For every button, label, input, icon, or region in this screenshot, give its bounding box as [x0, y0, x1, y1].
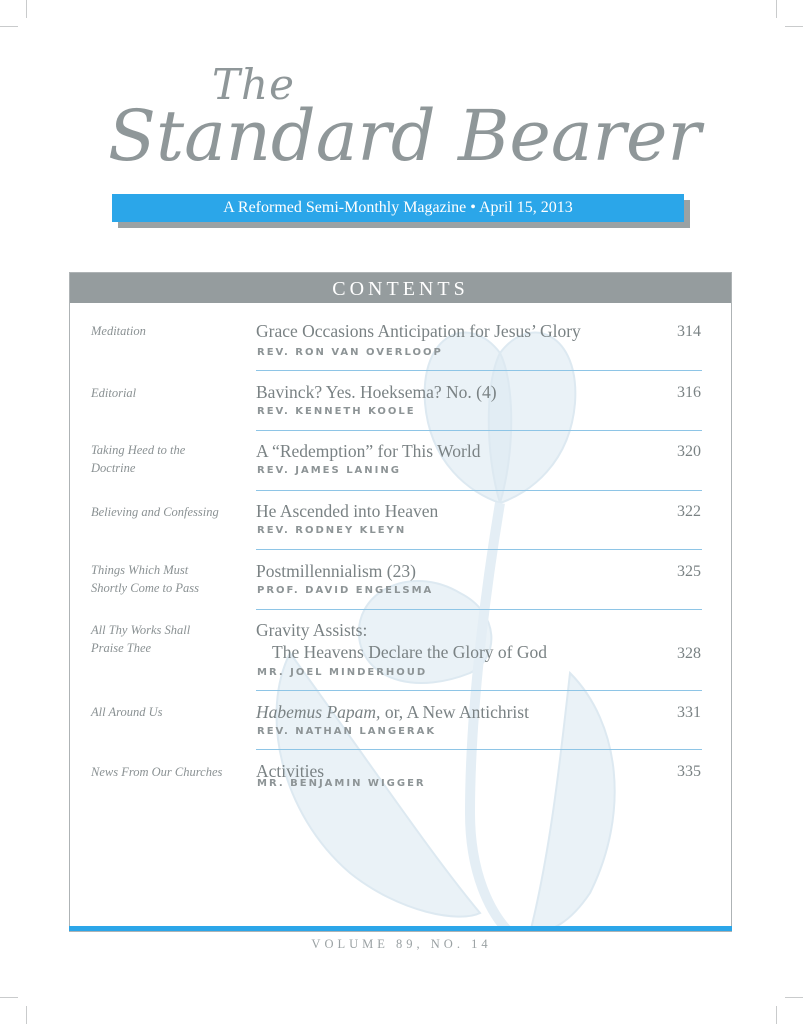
toc-author: MR. JOEL MINDERHOUD: [257, 667, 428, 678]
toc-headline-rest: or, A New Antichrist: [380, 702, 529, 722]
toc-page-number: 316: [677, 384, 701, 401]
contents-header: CONTENTS: [70, 273, 731, 303]
toc-section: All Thy Works Shall Praise Thee: [91, 623, 191, 655]
toc-author: MR. BENJAMIN WIGGER: [257, 778, 426, 789]
toc-divider: [256, 690, 702, 691]
crop-mark: [785, 997, 803, 998]
toc-divider: [256, 549, 702, 550]
toc-headline[interactable]: Gravity Assists:: [256, 620, 368, 640]
toc-headline[interactable]: Grace Occasions Anticipation for Jesus’ Glory: [256, 321, 581, 341]
toc-headline[interactable]: He Ascended into Heaven: [256, 501, 439, 521]
crop-mark: [0, 997, 18, 998]
toc-divider: [256, 430, 702, 431]
toc-section: All Around Us: [91, 705, 163, 719]
toc-page-number: 331: [677, 704, 701, 721]
toc-section: News From Our Churches: [91, 765, 223, 779]
toc-page-number: 320: [677, 443, 701, 460]
toc-headline[interactable]: Activities: [256, 761, 325, 781]
toc-section: Believing and Confessing: [91, 505, 219, 519]
crop-mark: [776, 1006, 777, 1024]
title-the: The: [212, 60, 295, 109]
toc-section: Editorial: [91, 386, 137, 400]
toc-divider: [256, 490, 702, 491]
toc-divider: [256, 749, 702, 750]
toc-section: Taking Heed to the Doctrine: [91, 443, 186, 475]
subtitle-banner: A Reformed Semi-Monthly Magazine • April 15, 2013: [112, 194, 684, 222]
toc-author: REV. JAMES LANING: [257, 465, 401, 476]
toc-section: Things Which Must Shortly Come to Pass: [91, 563, 199, 595]
toc-divider: [256, 609, 702, 610]
toc-author: REV. RODNEY KLEYN: [257, 525, 407, 536]
masthead: [0, 0, 803, 240]
toc-page-number: 335: [677, 763, 701, 780]
toc-author: REV. NATHAN LANGERAK: [257, 726, 437, 737]
toc-headline[interactable]: A “Redemption” for This World: [256, 441, 481, 461]
toc-headline[interactable]: Bavinck? Yes. Hoeksema? No. (4): [256, 382, 497, 402]
toc-headline-continued[interactable]: The Heavens Declare the Glory of God: [272, 642, 548, 662]
toc-headline[interactable]: [256, 701, 656, 723]
toc-headline-italic: Habemus Papam,: [256, 702, 381, 722]
toc-divider: [256, 370, 702, 371]
toc-author: PROF. DAVID ENGELSMA: [257, 585, 434, 596]
crop-mark: [26, 1006, 27, 1024]
toc-author: REV. KENNETH KOOLE: [257, 406, 416, 417]
contents-panel: [69, 272, 732, 932]
toc-author: REV. RON VAN OVERLOOP: [257, 347, 443, 358]
toc-page-number: 325: [677, 563, 701, 580]
toc-headline[interactable]: Postmillennialism (23): [256, 561, 416, 581]
toc-section: Meditation: [91, 324, 146, 338]
toc-page-number: 322: [677, 503, 701, 520]
volume-number: VOLUME 89, NO. 14: [311, 937, 492, 951]
toc-page-number: 314: [677, 323, 701, 340]
magazine-title: Standard Bearer: [108, 95, 701, 177]
contents-bottom-rule: [69, 926, 732, 931]
toc-page-number: 328: [677, 645, 701, 662]
